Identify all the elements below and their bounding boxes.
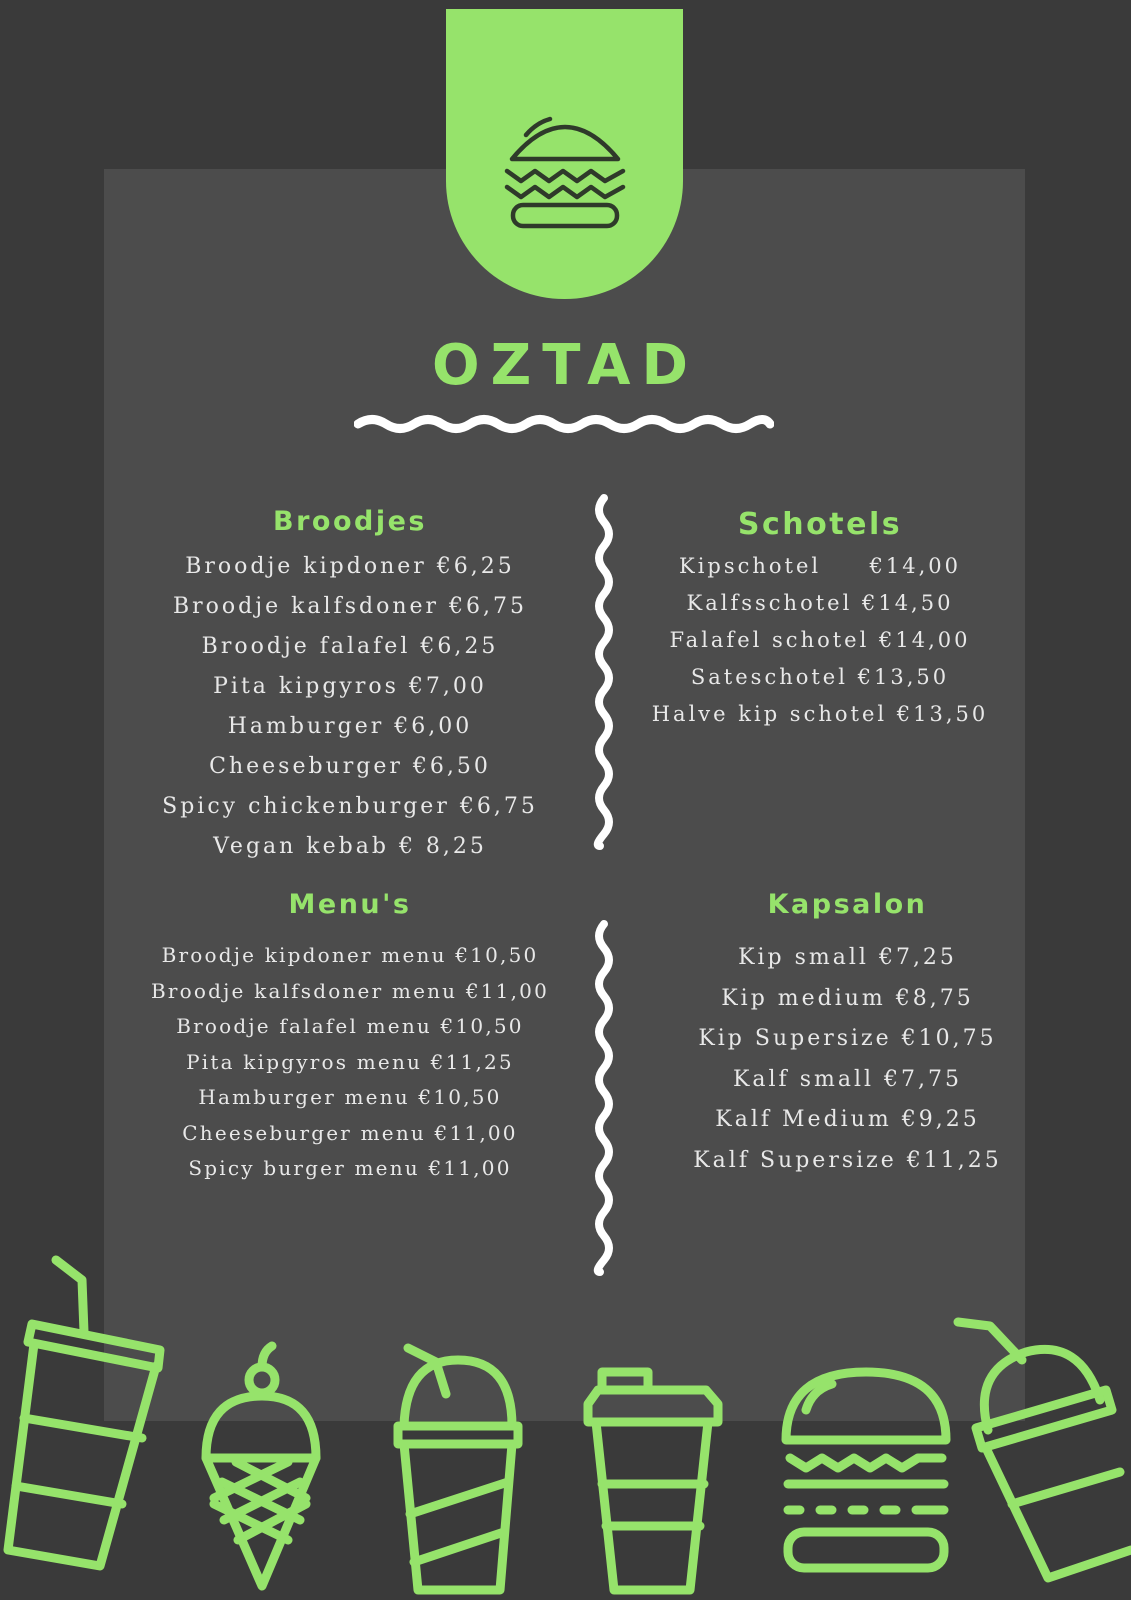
- menu-item: Hamburger €6,00: [227, 714, 473, 739]
- menu-item: Pita kipgyros menu €11,25: [186, 1049, 514, 1074]
- menu-item: Kalf small €7,75: [732, 1066, 963, 1092]
- logo-tab: [446, 9, 683, 299]
- menu-item: Kalfsschotel €14,50: [686, 591, 954, 615]
- food-illustrations: [0, 1250, 1131, 1600]
- section-title-schotels: Schotels: [737, 507, 903, 542]
- section-menus: [110, 889, 590, 1187]
- menu-item: Broodje kipdoner €6,25: [185, 554, 515, 579]
- tilted-soda-cup-icon: [958, 1322, 1131, 1578]
- vertical-wave-divider-bottom: [590, 918, 618, 1280]
- menu-item: Broodje falafel menu €10,50: [176, 1014, 524, 1038]
- burger-icon: [786, 1372, 946, 1568]
- menu-item: Broodje kalfsdoner €6,75: [172, 594, 527, 619]
- menu-item: Broodje kalfsdoner menu €11,00: [150, 978, 550, 1003]
- section-title-kapsalon: Kapsalon: [767, 889, 928, 920]
- menu-item: Kalf Medium €9,25: [715, 1107, 980, 1132]
- menu-item: Kip small €7,25: [738, 945, 957, 970]
- section-broodjes: [110, 506, 590, 867]
- section-kapsalon: [640, 889, 1055, 1181]
- menu-item: Hamburger menu €10,50: [198, 1085, 502, 1109]
- menu-item: Vegan kebab € 8,25: [213, 834, 487, 859]
- menu-item: Pita kipgyros €7,00: [213, 674, 487, 699]
- menu-item: Cheeseburger menu €11,00: [182, 1120, 518, 1145]
- smoothie-cup-icon: [398, 1348, 518, 1590]
- menu-item: Broodje falafel €6,25: [201, 634, 499, 659]
- menu-item: Falafel schotel €14,00: [669, 628, 971, 652]
- vertical-wave-divider-top: [590, 492, 618, 854]
- section-schotels: [615, 507, 1025, 733]
- burger-icon: [504, 105, 626, 229]
- wave-divider: [354, 412, 774, 442]
- coffee-cup-icon: [588, 1372, 718, 1590]
- ice-cream-cone-icon: [206, 1346, 316, 1586]
- menu-item: Sateschotel €13,50: [690, 665, 950, 689]
- menu-item: Spicy chickenburger €6,75: [162, 794, 538, 819]
- menu-item: Spicy burger menu €11,00: [188, 1156, 512, 1180]
- menu-item: Kip medium €8,75: [721, 985, 974, 1011]
- menu-item: Kip Supersize €10,75: [698, 1026, 997, 1051]
- section-title-menus: Menu's: [288, 889, 412, 920]
- restaurant-name: OZTAD: [432, 333, 699, 398]
- menu-item: Kalf Supersize €11,25: [693, 1147, 1002, 1173]
- menu-item: Broodje kipdoner menu €10,50: [161, 943, 539, 967]
- menu-item: Cheeseburger €6,50: [209, 754, 491, 779]
- menu-item: Halve kip schotel €13,50: [651, 702, 989, 726]
- soda-cup-icon: [8, 1260, 160, 1566]
- section-title-broodjes: Broodjes: [273, 506, 427, 537]
- menu-item: Kipschotel €14,00: [679, 554, 961, 578]
